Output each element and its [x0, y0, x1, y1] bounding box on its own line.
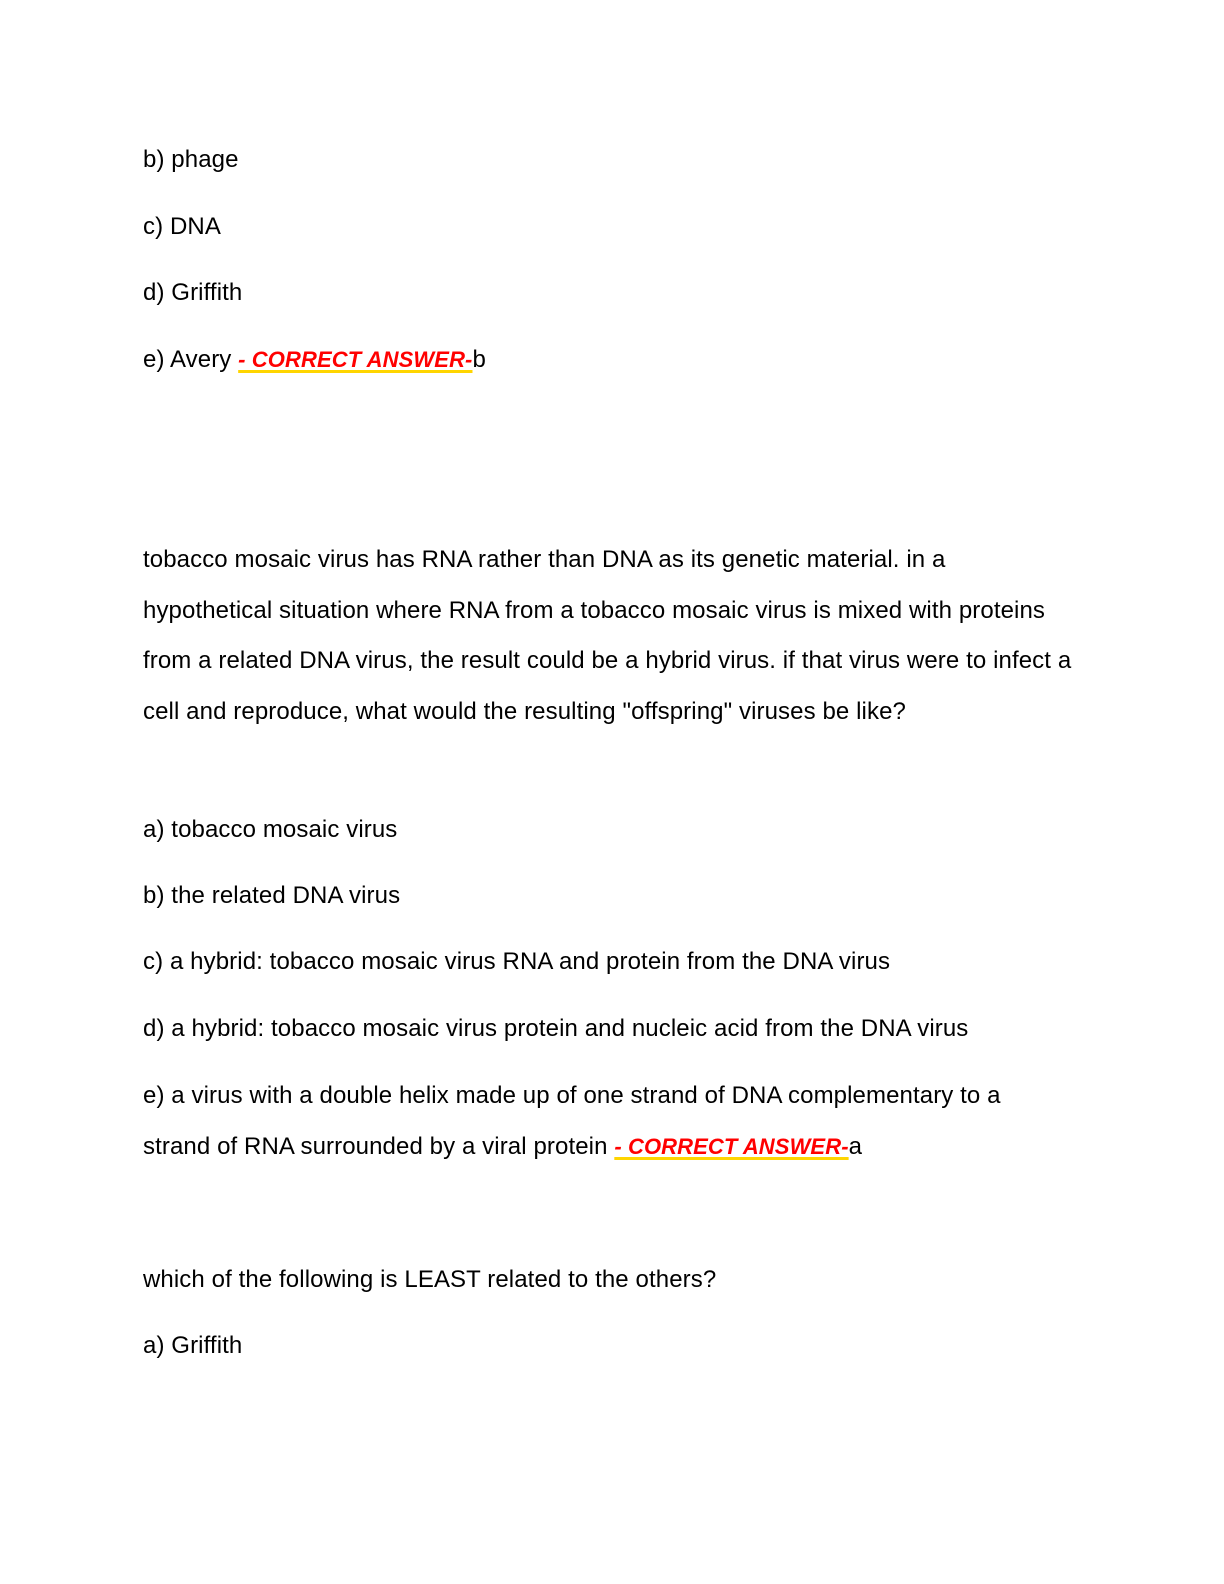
q1-correct-answer-tag: - CORRECT ANSWER- — [238, 347, 473, 372]
q1-option-c: c) DNA — [143, 213, 221, 240]
q2-option-e — [143, 1071, 1073, 1172]
q2-option-b: b) the related DNA virus — [143, 882, 401, 909]
q2-option-e-text: e) a virus with a double helix made up of one strand of DNA complementary to a strand of RNA surrounded by a viral protein — [143, 1082, 1001, 1160]
q2-correct-answer-tag: - CORRECT ANSWER- — [614, 1133, 849, 1159]
q2-option-a: a) tobacco mosaic virus — [143, 816, 398, 843]
q1-option-b: b) phage — [143, 146, 239, 173]
q2-option-d: d) a hybrid: tobacco mosaic virus protein and nucleic acid from the DNA virus — [143, 1015, 969, 1042]
q2-option-c: c) a hybrid: tobacco mosaic virus RNA and protein from the DNA virus — [143, 948, 891, 975]
q1-option-e — [143, 345, 486, 375]
q1-answer-letter: b — [472, 346, 486, 373]
q1-option-e-text: e) Avery — [143, 346, 239, 373]
q3-option-a: a) Griffith — [143, 1332, 243, 1359]
q3-question: which of the following is LEAST related to the others? — [143, 1266, 717, 1293]
q1-option-d: d) Griffith — [143, 279, 243, 306]
q2-question: tobacco mosaic virus has RNA rather than DNA as its genetic material. in a hypothetical situation where RNA from a tobacco mosaic virus is mixed with proteins from a related DNA virus, the result could be a hybrid virus. if that virus were to infect a cell and reproduce, what would the resulting "offspring" viruses be like? — [143, 546, 1072, 725]
q2-answer-letter: a — [848, 1132, 863, 1160]
